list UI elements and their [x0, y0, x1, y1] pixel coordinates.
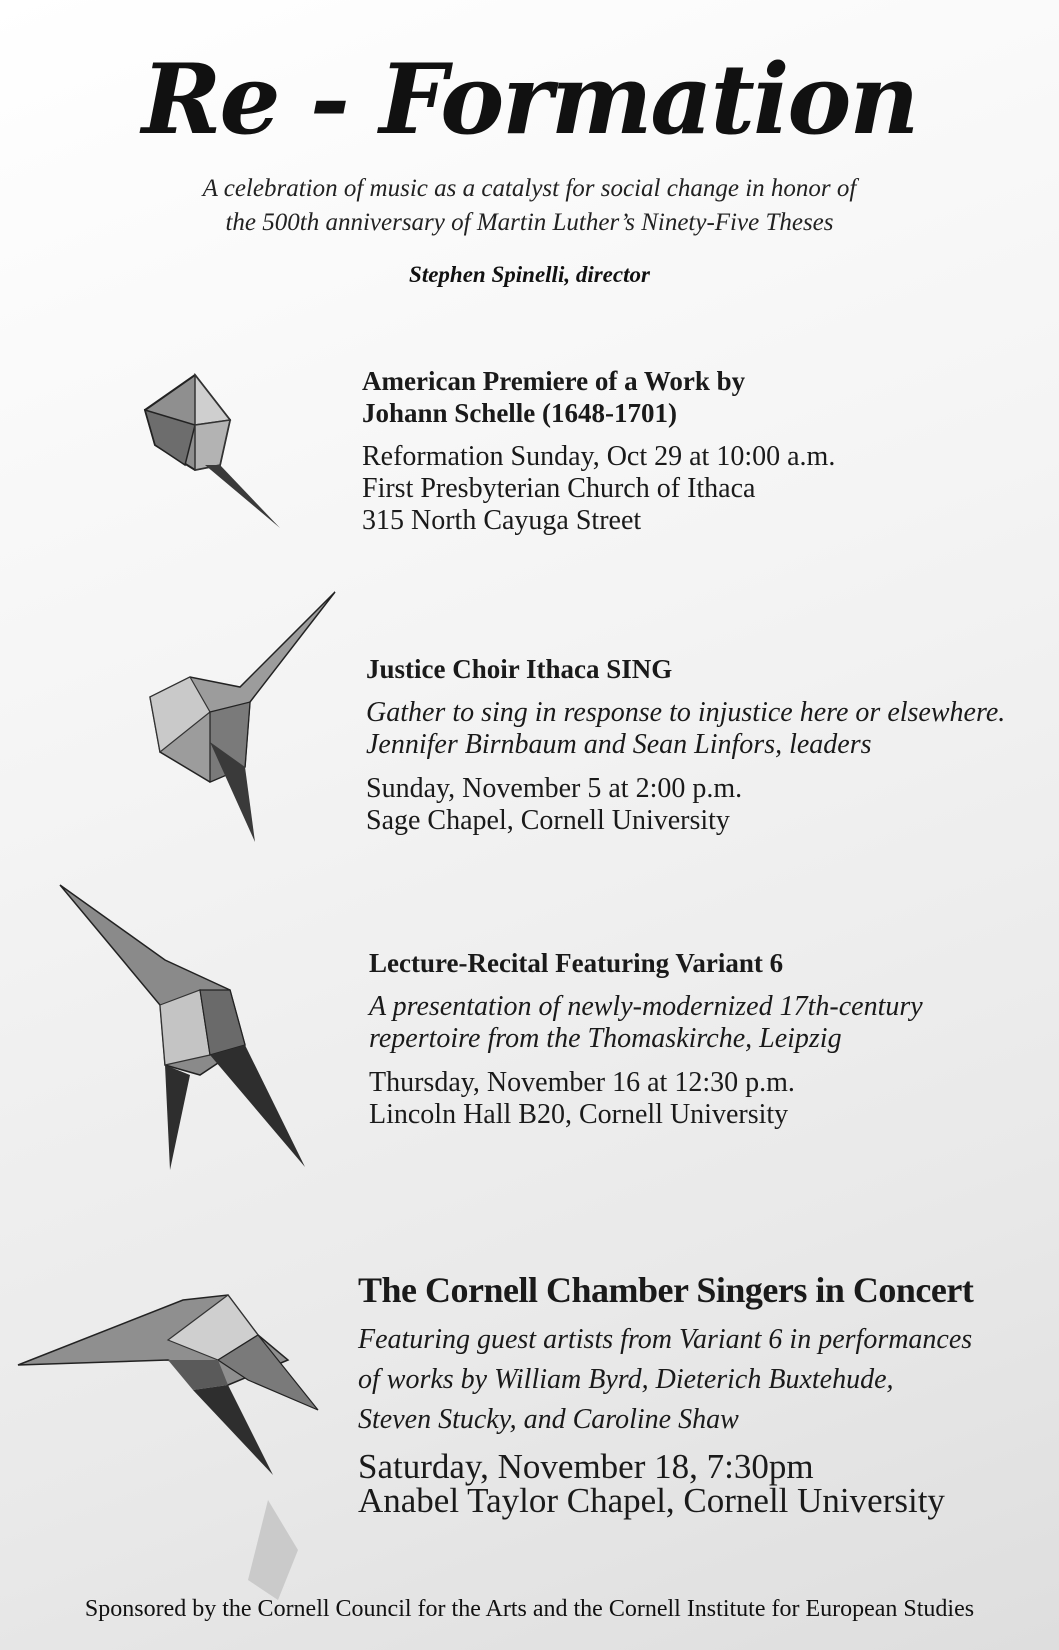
- event-3-heading: Lecture-Recital Featuring Variant 6: [369, 948, 784, 978]
- event-1-venue: First Presbyterian Church of Ithaca: [362, 473, 756, 504]
- event-2-description: Gather to sing in response to injustice here or elsewhere.: [366, 697, 1006, 728]
- subtitle: [0, 172, 1059, 240]
- event-1-heading: Johann Schelle (1648-1701): [362, 398, 678, 428]
- event-4-description: Steven Stucky, and Caroline Shaw: [358, 1404, 739, 1435]
- event-2: [366, 653, 1005, 837]
- event-3-date: Thursday, November 16 at 12:30 p.m.: [369, 1067, 795, 1098]
- director-credit: Stephen Spinelli, director: [409, 262, 650, 287]
- event-1-heading: American Premiere of a Work by: [362, 366, 746, 396]
- event-2-venue: Sage Chapel, Cornell University: [366, 805, 730, 836]
- event-2-date: Sunday, November 5 at 2:00 p.m.: [366, 773, 743, 804]
- event-4-heading: The Cornell Chamber Singers in Concert: [358, 1270, 974, 1310]
- origami-bird-4-illustration: [18, 1280, 318, 1600]
- event-1: [362, 365, 835, 537]
- subtitle-line: A celebration of music as a catalyst for social change in honor of: [202, 175, 857, 202]
- event-2-heading: Justice Choir Ithaca SING: [366, 654, 673, 684]
- poster-title: Re - Formation: [141, 43, 918, 156]
- event-4-description: Featuring guest artists from Variant 6 in performances: [358, 1324, 973, 1355]
- event-4-date: Saturday, November 18, 7:30pm: [358, 1447, 814, 1486]
- origami-bird-1-illustration: [135, 370, 285, 540]
- event-1-date: Reformation Sunday, Oct 29 at 10:00 a.m.: [362, 441, 836, 472]
- origami-bird-2-illustration: [150, 592, 340, 852]
- event-3-description: A presentation of newly-modernized 17th-century: [369, 991, 923, 1022]
- event-4-description: of works by William Byrd, Dieterich Buxtehude,: [358, 1364, 894, 1395]
- event-4: [358, 1268, 973, 1518]
- event-4-venue: Anabel Taylor Chapel, Cornell University: [358, 1481, 945, 1520]
- subtitle-line: the 500th anniversary of Martin Luther’s Ninety-Five Theses: [225, 209, 834, 236]
- event-3-venue: Lincoln Hall B20, Cornell University: [369, 1099, 789, 1130]
- event-2-description: Jennifer Birnbaum and Sean Linfors, leaders: [366, 729, 872, 760]
- event-3: [369, 947, 923, 1131]
- event-3-description: repertoire from the Thomaskirche, Leipzig: [369, 1023, 842, 1054]
- sponsor-line: Sponsored by the Cornell Council for the Arts and the Cornell Institute for European Studies: [84, 1596, 975, 1622]
- event-1-address: 315 North Cayuga Street: [362, 505, 642, 536]
- origami-bird-3-illustration: [60, 885, 310, 1175]
